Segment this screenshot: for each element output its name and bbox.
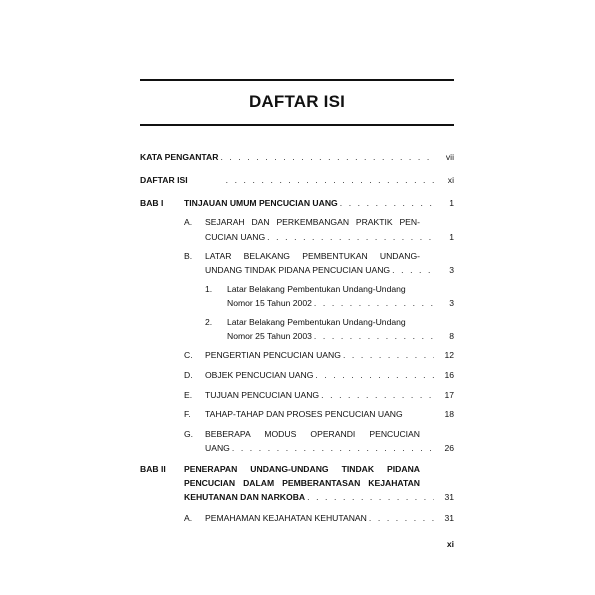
toc-entry-bab2-a [205, 513, 454, 524]
page-number: 12 [444, 350, 454, 360]
entry-title: UNDANG TINDAK PIDANA PENCUCIAN UANG [205, 265, 391, 275]
item-marker: G. [184, 429, 194, 439]
item-line1: LATAR BELAKANG PEMBENTUKAN UNDANG- [205, 251, 420, 261]
toc-entry-bab1-b1 [227, 298, 454, 309]
entry-title: PENGERTIAN PENCUCIAN UANG [205, 350, 341, 360]
entry-title: CUCIAN UANG [205, 232, 266, 242]
page-number: xi [447, 175, 454, 185]
toc-entry-bab2 [184, 492, 454, 503]
dot-leader [265, 232, 434, 243]
toc-entry-bab1-b [205, 265, 454, 276]
toc-entry-bab1 [184, 198, 454, 209]
entry-title: TINJAUAN UMUM PENCUCIAN UANG [184, 198, 338, 208]
toc-entry-bab1-f [205, 409, 454, 420]
toc-entry-bab1-g [205, 443, 454, 454]
entry-title: Nomor 15 Tahun 2002 [227, 298, 312, 308]
page-number: 17 [444, 390, 454, 400]
page-number: 18 [444, 409, 454, 419]
subitem-line1: Latar Belakang Pembentukan Undang-Undang [227, 317, 406, 327]
page-number: 8 [449, 331, 454, 341]
entry-title: DAFTAR ISI [140, 175, 188, 185]
toc-entry-bab1-a [205, 232, 454, 243]
item-marker: C. [184, 350, 193, 360]
dot-leader [367, 513, 434, 524]
toc-entry-daftar-isi [140, 175, 454, 186]
page-number: 31 [444, 513, 454, 523]
entry-title: TUJUAN PENCUCIAN UANG [205, 390, 320, 400]
footer-page-number: xi [446, 539, 454, 549]
dot-leader [338, 198, 434, 209]
dot-leader [319, 390, 434, 401]
toc-entry-bab1-b2 [227, 331, 454, 342]
page-number: 26 [444, 443, 454, 453]
item-marker: D. [184, 370, 193, 380]
dot-leader [218, 152, 434, 163]
entry-title: UANG [205, 443, 230, 453]
item-line1: BEBERAPA MODUS OPERANDI PENCUCIAN [205, 429, 420, 439]
subitem-line1: Latar Belakang Pembentukan Undang-Undang [227, 284, 406, 294]
dot-leader [188, 175, 434, 186]
page-number: 1 [449, 198, 454, 208]
dot-leader [313, 370, 434, 381]
dot-leader [341, 350, 434, 361]
entry-title: Nomor 25 Tahun 2003 [227, 331, 312, 341]
chapter-title-line2: PENCUCIAN DALAM PEMBERANTASAN KEJAHATAN [184, 478, 420, 488]
page-title: DAFTAR ISI [248, 92, 346, 111]
bottom-rule [140, 124, 454, 126]
entry-title: KATA PENGANTAR [140, 152, 219, 162]
entry-title: KEHUTANAN DAN NARKOBA [184, 492, 306, 502]
page-number: 1 [449, 232, 454, 242]
item-marker: A. [184, 217, 193, 227]
chapter-title-line1: PENERAPAN UNDANG-UNDANG TINDAK PIDANA [184, 464, 420, 474]
page-number: 3 [449, 265, 454, 275]
dot-leader [390, 265, 434, 276]
page-number: vii [445, 152, 454, 162]
entry-title: TAHAP-TAHAP DAN PROSES PENCUCIAN UANG [205, 409, 403, 419]
toc-entry-bab1-c [205, 350, 454, 361]
item-marker: F. [184, 409, 191, 419]
subitem-marker: 2. [205, 317, 213, 327]
chapter-label-bab2: BAB II [140, 464, 166, 474]
item-marker: B. [184, 251, 193, 261]
item-marker: E. [184, 390, 193, 400]
chapter-label-bab1: BAB I [140, 198, 164, 208]
dot-leader [312, 331, 434, 342]
page-number: 3 [449, 298, 454, 308]
dot-leader [312, 298, 434, 309]
entry-title: OBJEK PENCUCIAN UANG [205, 370, 314, 380]
subitem-marker: 1. [205, 284, 213, 294]
toc-entry-bab1-e [205, 390, 454, 401]
page-number: 16 [444, 370, 454, 380]
dot-leader [305, 492, 434, 503]
item-marker: A. [184, 513, 193, 523]
entry-title: PEMAHAMAN KEJAHATAN KEHUTANAN [205, 513, 367, 523]
top-rule [140, 79, 454, 81]
page-number: 31 [444, 492, 454, 502]
item-line1: SEJARAH DAN PERKEMBANGAN PRAKTIK PEN- [205, 217, 420, 227]
toc-entry-bab1-d [205, 370, 454, 381]
dot-leader [230, 443, 434, 454]
toc-entry-kata-pengantar [140, 152, 454, 163]
